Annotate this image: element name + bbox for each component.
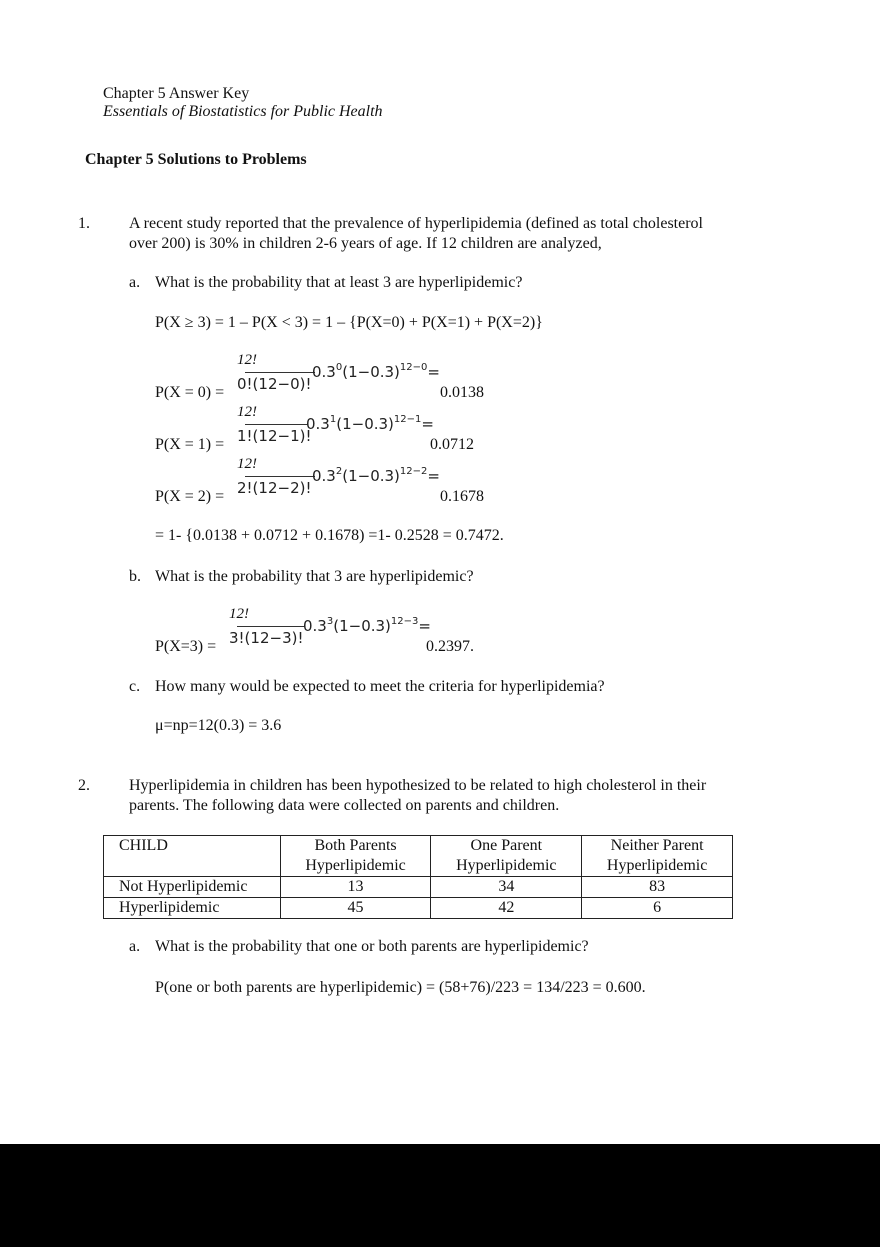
- fraction-numerator: 12!: [237, 404, 257, 420]
- problem-2-text-line2: parents. The following data were collected on parents and children.: [129, 797, 560, 814]
- parents-children-table: [103, 835, 733, 919]
- formula-power-term: $0.3^3(1-0.3)^{12-3}=$: [303, 616, 431, 635]
- fraction-denominator: 3!(12−3)!: [229, 629, 304, 647]
- problem-1c-answer: μ=np=12(0.3) = 3.6: [155, 717, 282, 734]
- table-row-label: Hyperlipidemic: [104, 898, 281, 919]
- formula-label: P(X = 1) =: [155, 436, 225, 453]
- table-corner-cell: CHILD: [104, 836, 281, 877]
- problem-1a-overall-formula: P(X ≥ 3) = 1 – P(X < 3) = 1 – {P(X=0) + P(X=1) + P(X=2)}: [155, 314, 543, 331]
- fraction-bar: [237, 626, 305, 627]
- formula-power-term: $0.3^0(1-0.3)^{12-0}=$: [312, 362, 440, 381]
- table-header-row: [104, 836, 733, 877]
- table-cell: 6: [582, 898, 733, 919]
- formula-power-term: $0.3^1(1-0.3)^{12-1}=$: [306, 414, 434, 433]
- formula-label: P(X = 0) =: [155, 384, 225, 401]
- problem-1-text-line1: A recent study reported that the prevalence of hyperlipidemia (defined as total cholesterol: [129, 215, 703, 232]
- page-bottom-black-band: [0, 1144, 880, 1247]
- document-title: Chapter 5 Answer Key: [103, 85, 250, 102]
- table-cell: 83: [582, 877, 733, 898]
- fraction-bar: [245, 424, 308, 425]
- problem-1-number: 1.: [78, 215, 90, 232]
- problem-1b-question: What is the probability that 3 are hyperlipidemic?: [155, 568, 474, 585]
- fraction-numerator: 12!: [237, 352, 257, 368]
- table-header-cell: One Parent Hyperlipidemic: [431, 836, 582, 877]
- problem-1a-question: What is the probability that at least 3 are hyperlipidemic?: [155, 274, 523, 291]
- fraction-bar: [245, 476, 315, 477]
- fraction-bar: [245, 372, 315, 373]
- formula-label: P(X=3) =: [155, 638, 217, 655]
- fraction-denominator: 1!(12−1)!: [237, 427, 312, 445]
- problem-1b-letter: b.: [129, 568, 141, 585]
- document-subtitle: Essentials of Biostatistics for Public Health: [103, 103, 383, 120]
- section-heading: Chapter 5 Solutions to Problems: [85, 151, 307, 168]
- table-row: [104, 877, 733, 898]
- table-header-cell: Both Parents Hyperlipidemic: [280, 836, 431, 877]
- formula-result: 0.0712: [430, 436, 474, 453]
- formula-power-term: $0.3^2(1-0.3)^{12-2}=$: [312, 466, 440, 485]
- table-header-cell: Neither Parent Hyperlipidemic: [582, 836, 733, 877]
- problem-1c-question: How many would be expected to meet the criteria for hyperlipidemia?: [155, 678, 605, 695]
- table-cell: 13: [280, 877, 431, 898]
- problem-1a-summary: = 1- {0.0138 + 0.0712 + 0.1678) =1- 0.2528 = 0.7472.: [155, 527, 504, 544]
- table-row: [104, 898, 733, 919]
- problem-2a-question: What is the probability that one or both parents are hyperlipidemic?: [155, 938, 589, 955]
- problem-2-text-line1: Hyperlipidemia in children has been hypothesized to be related to high cholesterol in their: [129, 777, 707, 794]
- problem-2a-answer: P(one or both parents are hyperlipidemic) = (58+76)/223 = 134/223 = 0.600.: [155, 979, 646, 996]
- problem-2a-letter: a.: [129, 938, 141, 955]
- fraction-denominator: 0!(12−0)!: [237, 375, 312, 393]
- formula-label: P(X = 2) =: [155, 488, 225, 505]
- problem-1-text-line2: over 200) is 30% in children 2-6 years of age. If 12 children are analyzed,: [129, 235, 602, 252]
- fraction-numerator: 12!: [229, 606, 249, 622]
- table-cell: 34: [431, 877, 582, 898]
- problem-2-number: 2.: [78, 777, 90, 794]
- table-cell: 42: [431, 898, 582, 919]
- problem-1a-letter: a.: [129, 274, 141, 291]
- table-row-label: Not Hyperlipidemic: [104, 877, 281, 898]
- fraction-numerator: 12!: [237, 456, 257, 472]
- formula-result: 0.2397.: [426, 638, 474, 655]
- formula-result: 0.0138: [440, 384, 484, 401]
- fraction-denominator: 2!(12−2)!: [237, 479, 312, 497]
- table-cell: 45: [280, 898, 431, 919]
- problem-1c-letter: c.: [129, 678, 141, 695]
- formula-result: 0.1678: [440, 488, 484, 505]
